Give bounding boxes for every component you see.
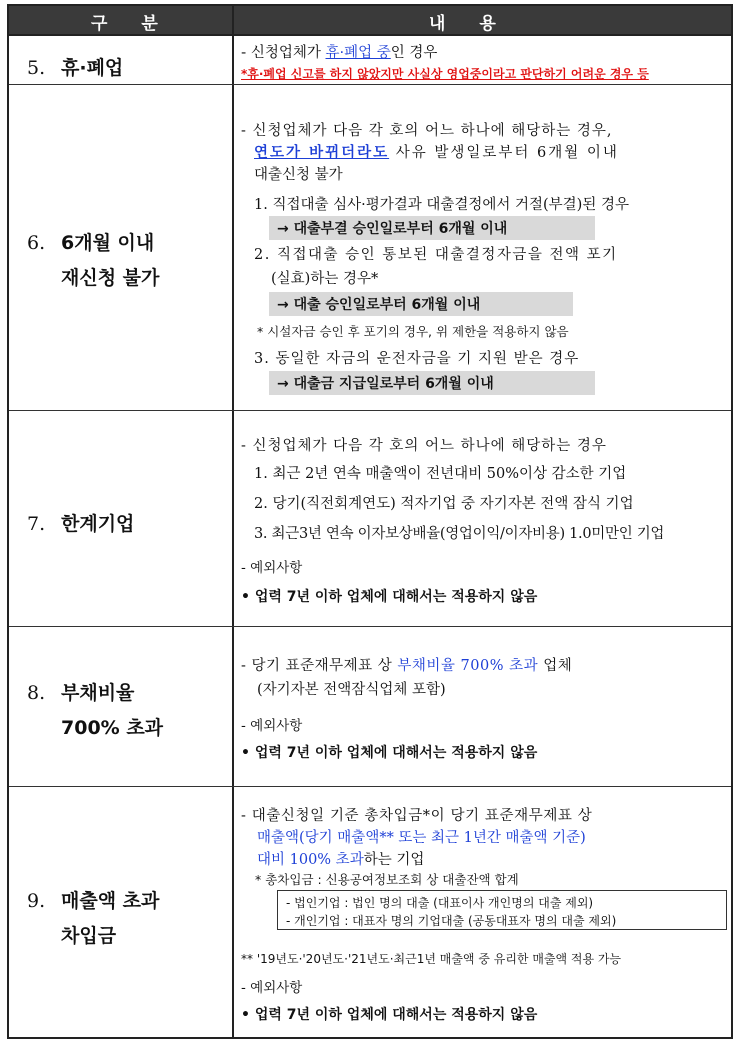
row6-highlight2: → 대출 승인일로부터 6개월 이내 [269, 292, 573, 316]
row6-intro1: - 신청업체가 다음 각 호의 어느 하나에 해당하는 경우, [241, 123, 613, 139]
table-header [9, 6, 731, 36]
row7-line1: - 신청업체가 다음 각 호의 어느 하나에 해당하는 경우 [241, 438, 607, 454]
row-divider [9, 410, 731, 411]
row9-line5: ** '19년도·'20년도·'21년도·최근1년 매출액 중 유리한 매출액 적용 가능 [241, 952, 622, 966]
row9-line2: 매출액(당기 매출액** 또는 최근 1년간 매출액 기준) [257, 830, 586, 846]
row9-line6: - 예외사항 [241, 980, 303, 996]
row6-item3: 3. 동일한 자금의 운전자금을 기 지원 받은 경우 [254, 351, 580, 367]
row7-line2: 1. 최근 2년 연속 매출액이 전년대비 50%이상 감소한 기업 [254, 466, 627, 482]
row5-note: *휴·폐업 신고를 하지 않았지만 사실상 영업중이라고 판단하기 어려운 경우 등 [241, 67, 649, 81]
row7-line4: 3. 최근3년 연속 이자보상배율(영업이익/이자비용) 1.0미만인 기업 [254, 526, 665, 542]
row6-note: * 시설자금 승인 후 포기의 경우, 위 제한을 적용하지 않음 [257, 324, 569, 339]
row-label-6: 6. 6개월 이내 재신청 불가 [27, 232, 160, 289]
row-label-9: 9. 매출액 초과 차입금 [27, 890, 160, 947]
row7-line3: 2. 당기(직전회계연도) 적자기업 중 자기자본 전액 잠식 기업 [254, 496, 634, 512]
row-divider [9, 626, 731, 627]
row5-line: - 신청업체가 휴·폐업 중인 경우 [241, 45, 438, 61]
row9-line7: • 업력 7년 이하 업체에 대해서는 적용하지 않음 [241, 1007, 538, 1023]
row6-intro2: 연도가 바뀌더라도 사유 발생일로부터 6개월 이내 [254, 145, 619, 161]
row8-line4: • 업력 7년 이하 업체에 대해서는 적용하지 않음 [241, 745, 538, 761]
row-label-7: 7. 한계기업 [27, 513, 135, 535]
row9-line3: 대비 100% 초과하는 기업 [257, 852, 425, 868]
header-content: 내 용 [429, 14, 510, 34]
borrower-type-box [277, 890, 727, 930]
row8-line2: (자기자본 전액잠식업체 포함) [257, 682, 446, 698]
row7-line5: - 예외사항 [241, 560, 303, 576]
header-category: 구 분 [91, 14, 172, 34]
row7-line6: • 업력 7년 이하 업체에 대해서는 적용하지 않음 [241, 589, 538, 605]
row-divider [9, 84, 731, 85]
row6-item2b: (실효)하는 경우* [271, 271, 379, 287]
column-divider [232, 6, 234, 1037]
row8-line3: - 예외사항 [241, 718, 303, 734]
box-line1: - 법인기업 : 법인 명의 대출 (대표이사 개인명의 대출 제외) [286, 896, 594, 910]
row6-highlight1: → 대출부결 승인일로부터 6개월 이내 [269, 216, 595, 240]
row-label-8: 8. 부채비율 700% 초과 [27, 682, 164, 739]
row6-highlight3: → 대출금 지급일로부터 6개월 이내 [269, 371, 595, 395]
row-label-5: 5. 휴·폐업 [27, 57, 124, 79]
row6-item1: 1. 직접대출 심사·평가결과 대출결정에서 거절(부결)된 경우 [254, 197, 629, 213]
row-divider [9, 786, 731, 787]
row8-line1: - 당기 표준재무제표 상 부채비율 700% 초과 업체 [241, 658, 573, 674]
row9-line4: * 총차입금 : 신용공여정보조회 상 대출잔액 합계 [255, 872, 519, 887]
row9-line1: - 대출신청일 기준 총차입금*이 당기 표준재무제표 상 [241, 808, 593, 824]
row6-intro3: 대출신청 불가 [254, 167, 343, 183]
box-line2: - 개인기업 : 대표자 명의 기업대출 (공동대표자 명의 대출 제외) [286, 914, 617, 928]
row6-item2a: 2. 직접대출 승인 통보된 대출결정자금을 전액 포기 [254, 247, 618, 263]
restriction-table [7, 4, 733, 1039]
